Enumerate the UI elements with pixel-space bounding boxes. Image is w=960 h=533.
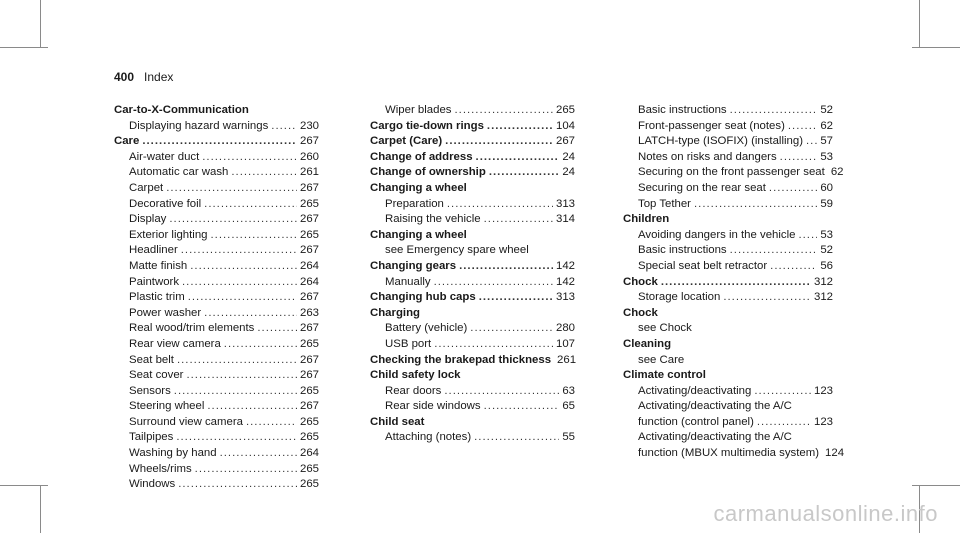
index-heading	[114, 134, 319, 150]
crop-mark-br-h	[912, 485, 960, 486]
entry-text: function (control panel)	[638, 415, 754, 428]
page-ref: 265	[299, 462, 319, 475]
dot-leader	[142, 134, 297, 150]
page-ref: 123	[813, 384, 833, 397]
entry-text: Changing gears	[370, 259, 457, 272]
entry-text: Power washer	[129, 306, 202, 319]
dot-leader	[489, 165, 560, 181]
crop-mark-bl-v	[40, 485, 41, 533]
index-entry	[114, 228, 319, 244]
entry-text: Attaching (notes)	[385, 431, 472, 444]
index-entry	[370, 399, 575, 415]
entry-text: Rear doors	[385, 384, 442, 397]
dot-leader	[769, 181, 817, 197]
entry-text: Surround view camera	[129, 415, 243, 428]
dot-leader	[770, 259, 817, 275]
index-entry	[623, 384, 833, 400]
entry-text: Storage location	[638, 291, 721, 304]
entry-text: Tailpipes	[129, 431, 174, 444]
index-entry	[623, 399, 833, 415]
page-ref: 260	[299, 150, 319, 163]
index-heading	[370, 165, 575, 181]
entry-text: Exterior lighting	[129, 228, 208, 241]
dot-leader	[211, 228, 297, 244]
entry-text: Climate control	[623, 369, 706, 382]
entry-text: Notes on risks and dangers	[638, 150, 777, 163]
index-entry	[370, 430, 575, 446]
index-heading	[623, 275, 833, 291]
entry-text: LATCH-type (ISOFIX) (installing)	[638, 135, 803, 148]
dot-leader	[470, 321, 553, 337]
dot-leader	[169, 212, 297, 228]
dot-leader	[757, 415, 811, 431]
index-entry	[370, 212, 575, 228]
index-entry	[370, 321, 575, 337]
entry-text: Air-water duct	[129, 150, 200, 163]
dot-leader	[487, 119, 553, 135]
page-ref: 267	[299, 135, 319, 148]
dot-leader	[195, 462, 297, 478]
dot-leader	[202, 150, 297, 166]
page-ref: 264	[299, 447, 319, 460]
dot-leader	[174, 384, 297, 400]
index-entry	[114, 150, 319, 166]
page-ref: 142	[555, 275, 575, 288]
dot-leader	[444, 384, 559, 400]
page-ref: 313	[555, 291, 575, 304]
index-entry	[114, 430, 319, 446]
entry-text: Child safety lock	[370, 369, 461, 382]
page-ref: 267	[299, 291, 319, 304]
entry-text: Front-passenger seat (notes)	[638, 119, 785, 132]
dot-leader	[445, 134, 553, 150]
page-ref: 57	[820, 135, 833, 148]
index-entry	[114, 212, 319, 228]
dot-leader	[176, 430, 297, 446]
entry-text: Children	[623, 213, 670, 226]
dot-leader	[661, 275, 811, 291]
crop-mark-bl-h	[0, 485, 48, 486]
index-entry	[370, 384, 575, 400]
page-ref: 142	[555, 259, 575, 272]
dot-leader	[798, 228, 817, 244]
page-ref: 263	[299, 306, 319, 319]
index-entry	[370, 243, 575, 259]
dot-leader	[447, 197, 553, 213]
index-column-1	[114, 103, 319, 493]
dot-leader	[754, 384, 811, 400]
dot-leader	[434, 337, 553, 353]
page-ref: 104	[555, 119, 575, 132]
entry-text: Displaying hazard warnings	[129, 119, 269, 132]
index-heading	[370, 181, 575, 197]
page-ref: 313	[555, 197, 575, 210]
index-entry	[114, 446, 319, 462]
index-heading	[370, 290, 575, 306]
page-ref: 312	[813, 291, 833, 304]
entry-text: Paintwork	[129, 275, 180, 288]
dot-leader	[207, 399, 297, 415]
page-ref: 267	[299, 353, 319, 366]
section-title: Index	[144, 70, 174, 84]
dot-leader	[271, 119, 297, 135]
entry-text: Securing on the front passenger seat	[638, 166, 825, 179]
index-entry	[623, 103, 833, 119]
watermark: carmanualsonline.info	[713, 501, 938, 526]
index-heading	[114, 103, 319, 119]
entry-text: Basic instructions	[638, 244, 727, 257]
page-ref: 53	[820, 150, 833, 163]
page-ref: 314	[555, 213, 575, 226]
dot-leader	[182, 275, 297, 291]
entry-text: Display	[129, 213, 167, 226]
page-ref: 52	[820, 104, 833, 116]
page-ref: 265	[299, 384, 319, 397]
entry-text: Seat cover	[129, 369, 184, 382]
index-entry	[623, 243, 833, 259]
index-heading	[370, 368, 575, 384]
page-ref: 265	[299, 415, 319, 428]
page-ref: 62	[830, 166, 844, 179]
index-entry	[623, 119, 833, 135]
index-entry	[114, 368, 319, 384]
page-ref: 312	[813, 275, 833, 288]
entry-text: Cargo tie-down rings	[370, 119, 484, 132]
page-ref: 53	[820, 228, 833, 241]
index-entry	[370, 197, 575, 213]
entry-text: Real wood/trim elements	[129, 322, 255, 335]
page-ref: 280	[555, 322, 575, 335]
entry-text: Cleaning	[623, 337, 672, 350]
index-entry	[114, 415, 319, 431]
entry-text: Windows	[129, 478, 176, 491]
index-heading	[623, 212, 833, 228]
index-heading	[623, 368, 833, 384]
entry-text: Checking the brakepad thickness	[370, 353, 552, 366]
entry-text: Carpet	[129, 181, 164, 194]
index-entry	[623, 228, 833, 244]
entry-text: Changing a wheel	[370, 228, 467, 241]
index-column-3	[623, 103, 845, 462]
index-heading	[623, 337, 833, 353]
dot-leader	[186, 368, 297, 384]
page-ref: 261	[557, 353, 577, 366]
dot-leader	[484, 212, 553, 228]
index-entry	[623, 134, 833, 150]
page-ref: 261	[299, 166, 319, 179]
dot-leader	[177, 353, 297, 369]
page-ref: 24	[562, 150, 575, 163]
dot-leader	[220, 446, 297, 462]
page-ref: 65	[562, 400, 575, 413]
page-ref: 265	[299, 197, 319, 210]
index-entry	[114, 306, 319, 322]
page-ref: 56	[820, 259, 833, 272]
page-ref: 59	[820, 197, 833, 210]
dot-leader	[730, 243, 818, 259]
page-ref: 63	[562, 384, 575, 397]
entry-text: Seat belt	[129, 353, 174, 366]
entry-text: Child seat	[370, 415, 425, 428]
entry-text: Preparation	[385, 197, 444, 210]
page-ref: 230	[299, 119, 319, 132]
entry-text: Change of address	[370, 150, 473, 163]
index-entry	[623, 415, 833, 431]
index-heading	[370, 119, 575, 135]
dot-leader	[188, 290, 297, 306]
index-entry	[114, 337, 319, 353]
page-ref: 265	[299, 478, 319, 491]
page-header	[114, 70, 173, 84]
index-entry	[623, 259, 833, 275]
entry-text: function (MBUX multimedia system)	[638, 447, 820, 460]
index-entry	[114, 399, 319, 415]
index-entry	[114, 165, 319, 181]
entry-text: Manually	[385, 275, 431, 288]
page-ref: 55	[562, 431, 575, 444]
page-ref: 267	[299, 322, 319, 335]
entry-text: Battery (vehicle)	[385, 322, 468, 335]
entry-text: Automatic car wash	[129, 166, 229, 179]
entry-text: Sensors	[129, 384, 171, 397]
index-heading	[623, 306, 833, 322]
dot-leader	[723, 290, 811, 306]
dot-leader	[788, 119, 817, 135]
crop-mark-tr-v	[919, 0, 920, 48]
entry-text: Activating/deactivating	[638, 384, 752, 397]
index-entry	[623, 430, 833, 446]
index-entry	[114, 477, 319, 493]
entry-text: Wiper blades	[385, 104, 452, 116]
entry-text: Rear view camera	[129, 337, 221, 350]
dot-leader	[231, 165, 297, 181]
entry-text: Avoiding dangers in the vehicle	[638, 228, 796, 241]
entry-text: Securing on the rear seat	[638, 181, 766, 194]
dot-leader	[204, 306, 297, 322]
page-ref: 107	[555, 337, 575, 350]
dot-leader	[730, 103, 818, 119]
dot-leader	[454, 103, 553, 119]
entry-text: Plastic trim	[129, 291, 185, 304]
index-entry	[114, 197, 319, 213]
page-ref: 123	[813, 415, 833, 428]
index-heading	[370, 259, 575, 275]
index-entry	[114, 290, 319, 306]
index-entry	[623, 150, 833, 166]
entry-text: Decorative foil	[129, 197, 202, 210]
entry-text: Change of ownership	[370, 166, 486, 179]
index-heading	[370, 134, 575, 150]
entry-text: Steering wheel	[129, 400, 205, 413]
entry-text: Top Tether	[638, 197, 691, 210]
page-ref: 264	[299, 275, 319, 288]
entry-text: Carpet (Care)	[370, 135, 443, 148]
dot-leader	[484, 399, 560, 415]
dot-leader	[178, 477, 297, 493]
page-ref: 52	[820, 244, 833, 257]
entry-text: Activating/deactivating the A/C	[638, 431, 792, 444]
entry-text: Changing a wheel	[370, 181, 467, 194]
page-ref: 265	[299, 431, 319, 444]
entry-text: Car-to-X-Communication	[114, 104, 249, 116]
page-ref: 62	[820, 119, 833, 132]
entry-text: Charging	[370, 306, 420, 319]
dot-leader	[479, 290, 553, 306]
dot-leader	[434, 275, 553, 291]
crop-mark-tl-v	[40, 0, 41, 48]
dot-leader	[780, 150, 818, 166]
entry-text: Chock	[623, 275, 658, 288]
entry-text: Wheels/rims	[129, 462, 192, 475]
index-entry	[114, 243, 319, 259]
dot-leader	[694, 197, 817, 213]
dot-leader	[459, 259, 553, 275]
page-ref: 265	[299, 337, 319, 350]
entry-text: Changing hub caps	[370, 291, 476, 304]
entry-text: Special seat belt retractor	[638, 259, 768, 272]
page-ref: 267	[299, 244, 319, 257]
dot-leader	[246, 415, 297, 431]
index-heading	[370, 353, 575, 369]
index-entry	[623, 181, 833, 197]
entry-text: see Care	[638, 353, 685, 366]
crop-mark-tl-h	[0, 47, 48, 48]
entry-text: Chock	[623, 306, 658, 319]
index-heading	[370, 306, 575, 322]
entry-text: Rear side windows	[385, 400, 481, 413]
index-entry	[623, 446, 845, 462]
index-entry	[114, 181, 319, 197]
dot-leader	[474, 430, 559, 446]
page-ref: 267	[299, 369, 319, 382]
index-entry	[623, 165, 844, 181]
page-ref: 267	[555, 135, 575, 148]
index-entry	[114, 119, 319, 135]
index-column-2	[370, 103, 575, 446]
index-entry	[623, 353, 833, 369]
index-entry	[370, 103, 575, 119]
entry-text: USB port	[385, 337, 432, 350]
entry-text: see Emergency spare wheel	[385, 244, 529, 257]
dot-leader	[806, 134, 817, 150]
dot-leader	[190, 259, 297, 275]
index-heading	[370, 415, 575, 431]
page-ref: 265	[299, 228, 319, 241]
page-ref: 124	[825, 447, 845, 460]
page-ref: 265	[555, 104, 575, 116]
index-entry	[623, 321, 833, 337]
dot-leader	[181, 243, 297, 259]
entry-text: Activating/deactivating the A/C	[638, 400, 792, 413]
index-heading	[370, 228, 575, 244]
index-entry	[370, 275, 575, 291]
dot-leader	[204, 197, 297, 213]
page-ref: 60	[820, 181, 833, 194]
dot-leader	[257, 321, 297, 337]
entry-text: Care	[114, 135, 140, 148]
entry-text: see Chock	[638, 322, 692, 335]
index-entry	[114, 462, 319, 478]
page-number: 400	[114, 70, 135, 84]
page-ref: 24	[562, 166, 575, 179]
page-ref: 267	[299, 400, 319, 413]
crop-mark-tr-h	[912, 47, 960, 48]
index-heading	[370, 150, 575, 166]
dot-leader	[166, 181, 297, 197]
index-entry	[114, 275, 319, 291]
dot-leader	[476, 150, 560, 166]
index-entry	[114, 384, 319, 400]
page-ref: 267	[299, 213, 319, 226]
index-entry	[623, 290, 833, 306]
index-entry	[114, 321, 319, 337]
page-ref: 267	[299, 181, 319, 194]
dot-leader	[224, 337, 297, 353]
entry-text: Headliner	[129, 244, 178, 257]
index-entry	[370, 337, 575, 353]
index-entry	[114, 353, 319, 369]
entry-text: Washing by hand	[129, 447, 217, 460]
index-entry	[114, 259, 319, 275]
index-entry	[623, 197, 833, 213]
entry-text: Matte finish	[129, 259, 188, 272]
entry-text: Raising the vehicle	[385, 213, 481, 226]
page-ref: 264	[299, 259, 319, 272]
entry-text: Basic instructions	[638, 104, 727, 116]
